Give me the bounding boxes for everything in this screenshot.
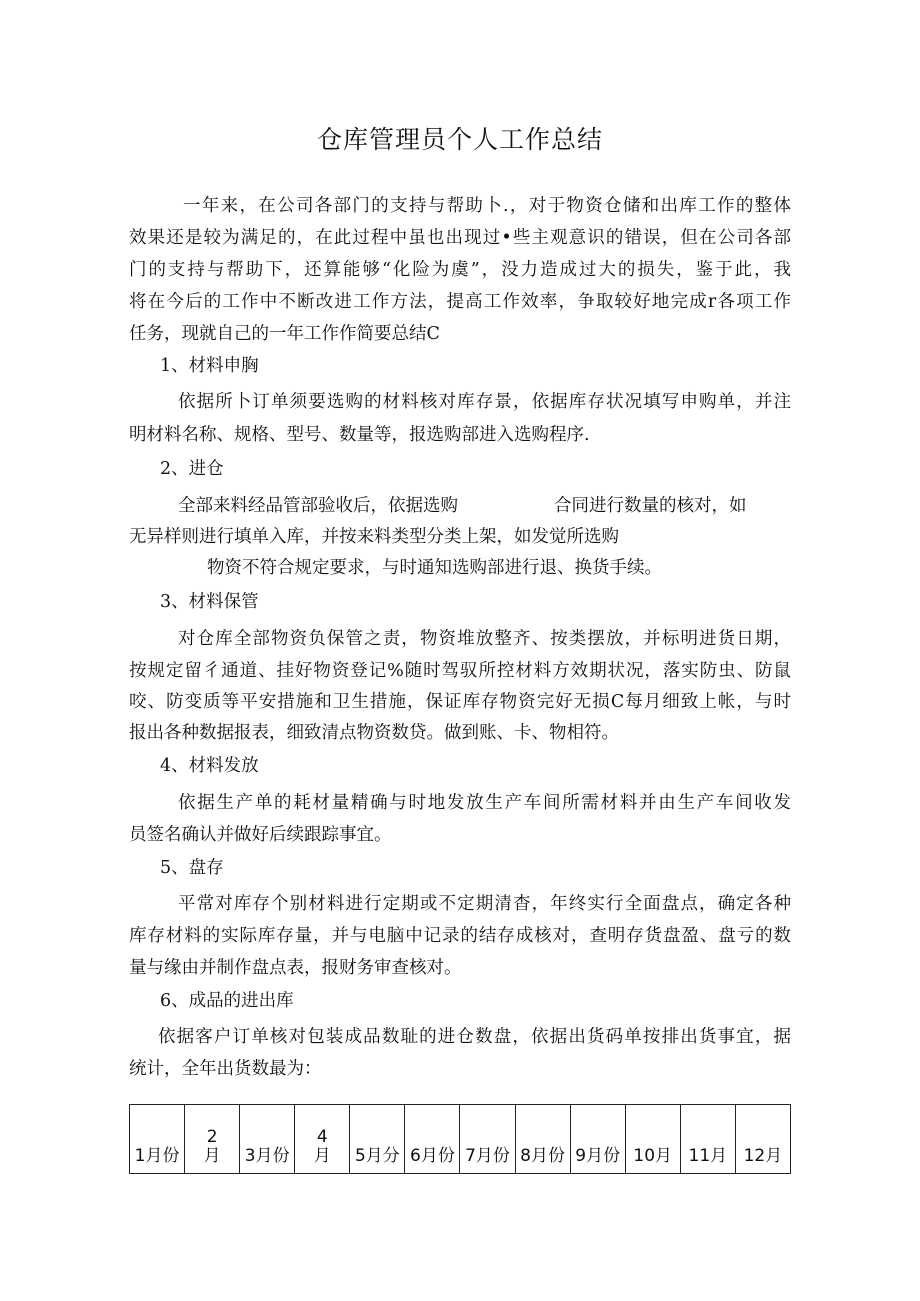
section-line: 员签名确认并做好后续跟踪事宜。: [129, 825, 392, 845]
section-line: 对仓库全部物资负保管之责，物资堆放整齐、按类摆放，并标明进货日期，: [178, 629, 791, 649]
intro-line: 一年来，在公司各部门的支持与帮助卜.，对于物资仓储和出库工作的整体: [183, 196, 791, 216]
section-line: 依据生产单的耗材量精确与时地发放生产车间所需材料并由生产车间收发: [178, 793, 791, 813]
table-header-cell: 11月: [680, 1105, 735, 1174]
section-line: 统计，全年出货数最为：: [129, 1059, 322, 1079]
table-header-cell: 9月份: [570, 1105, 625, 1174]
section-line: 平常对库存个别材料进行定期或不定期清杳，年终实行全面盘点，确定各种: [178, 894, 791, 914]
section-heading: 4、材料发放: [160, 756, 259, 776]
document-title: 仓库管理员个人工作总结: [316, 125, 603, 154]
table-row: [130, 1105, 791, 1174]
table-header-cell: 3月份: [240, 1105, 295, 1174]
table-header-cell: 7月份: [460, 1105, 515, 1174]
section-line: 物资不符合规定要求，与时通知选购部进行退、换货手续。: [207, 558, 662, 578]
table-header-cell: 1月份: [130, 1105, 185, 1174]
section-heading: 5、盘存: [160, 858, 224, 878]
table-header-cell: 5月分: [350, 1105, 405, 1174]
table-header-cell: 2 月: [185, 1105, 240, 1174]
section-line: 全部来料经品管部验收后，依据选购: [178, 496, 458, 516]
section-heading: 2、进仓: [160, 459, 224, 479]
table-header-cell: 4 月: [295, 1105, 350, 1174]
table-header-cell: 6月份: [405, 1105, 460, 1174]
section-line: 量与缘由并制作盘点表，报财务审查核对。: [129, 958, 462, 978]
section-line: 明材料名称、规格、型号、数量等，报选购部进入选购程序.: [129, 425, 590, 445]
table-header-cell: 10月: [625, 1105, 680, 1174]
section-line: 报出各种数据报表，细致清点物资数贷。做到账、卡、物相符。: [129, 723, 619, 743]
intro-line: 任务，现就自己的一年工作作简要总结C: [129, 324, 440, 344]
section-line: 无异样则进行填单入库，并按来料类型分类上架，如发觉所选购: [129, 527, 619, 547]
intro-line: 效果还是较为满足的，在此过程中虽也出现过•些主观意识的错误，但在公司各部: [129, 228, 791, 248]
section-line: 库存材料的实际库存量，并与电脑中记录的结存成核对，查明存货盘盈、盘亏的数: [129, 926, 791, 946]
section-line: 依据客户订单核对包装成品数耻的进仓数盘，依据出货码单按排出货事宜，据: [158, 1027, 791, 1047]
intro-line: 将在今后的工作中不断改进工作方法，提高工作效率，争取较好地完成r各项工作: [129, 292, 791, 312]
intro-line: 门的支持与帮助下，还算能够“化险为虞”，没力造成过大的损失，鉴于此，我: [129, 260, 791, 280]
table-header-cell: 12月: [735, 1105, 790, 1174]
monthly-shipments-table: [129, 1104, 791, 1174]
section-line: 咬、防变质等平安措施和卫生措施，保证库存物资完好无损C每月细致上帐，与时: [129, 692, 791, 712]
section-line: 合同进行数量的核对，如: [554, 496, 747, 516]
section-heading: 1、材料申胸: [160, 356, 259, 376]
section-line: 依据所卜订单须要选购的材料核对库存景，依据库存状况填写申购单，并注: [178, 392, 791, 412]
section-line: 按规定留彳通道、挂好物资登记%随时驾驭所控材料方效期状况，落实防虫、防鼠: [129, 661, 791, 681]
table-header-cell: 8月份: [515, 1105, 570, 1174]
section-heading: 6、成品的进出库: [160, 991, 294, 1011]
section-heading: 3、材料保管: [160, 592, 259, 612]
